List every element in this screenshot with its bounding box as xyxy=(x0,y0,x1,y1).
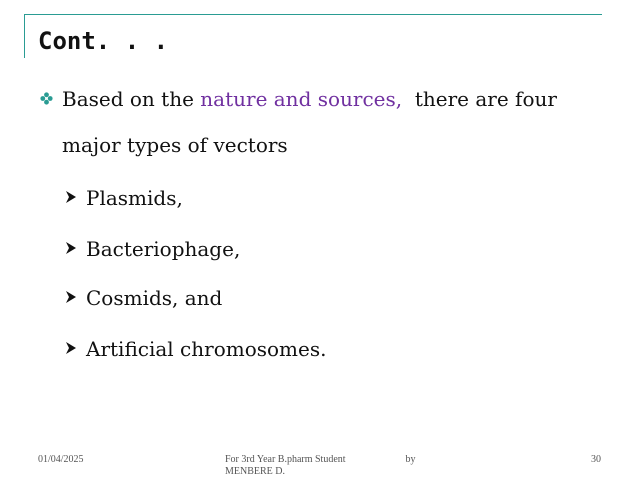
footer-author xyxy=(225,454,416,478)
sub-item-bacteriophage xyxy=(66,235,240,263)
arrow-bullet-icon xyxy=(66,291,76,303)
bullet-line-2: major types of vectors xyxy=(62,133,288,157)
slide-title: Cont. . . xyxy=(38,27,169,55)
footer-author-line-1: For 3rd Year B.pharm Student by xyxy=(225,454,416,465)
left-border-line xyxy=(24,14,25,58)
page-number: 30 xyxy=(591,454,601,465)
bullet-text xyxy=(62,76,557,168)
bullet-prefix: Based on the xyxy=(62,87,201,111)
sub-item-label: Plasmids, xyxy=(86,186,183,210)
sub-item-label: Bacteriophage, xyxy=(86,237,241,261)
sub-item-label: Cosmids, and xyxy=(86,286,223,310)
bullet-suffix: there are four xyxy=(402,87,557,111)
diamond-bullet-icon xyxy=(40,92,53,105)
arrow-bullet-icon xyxy=(66,242,76,254)
sub-item-cosmids xyxy=(66,284,222,312)
sub-item-artificial-chromosomes xyxy=(66,335,326,363)
bullet-highlight: nature and sources, xyxy=(200,87,403,111)
footer-author-line-2: MENBERE D. xyxy=(225,466,285,477)
arrow-bullet-icon xyxy=(66,191,76,203)
footer-date: 01/04/2025 xyxy=(38,454,84,465)
sub-item-label: Artificial chromosomes. xyxy=(86,337,327,361)
arrow-bullet-icon xyxy=(66,342,76,354)
sub-item-plasmids xyxy=(66,184,183,212)
bullet-line-1 xyxy=(62,76,557,122)
top-border-line xyxy=(24,14,602,15)
